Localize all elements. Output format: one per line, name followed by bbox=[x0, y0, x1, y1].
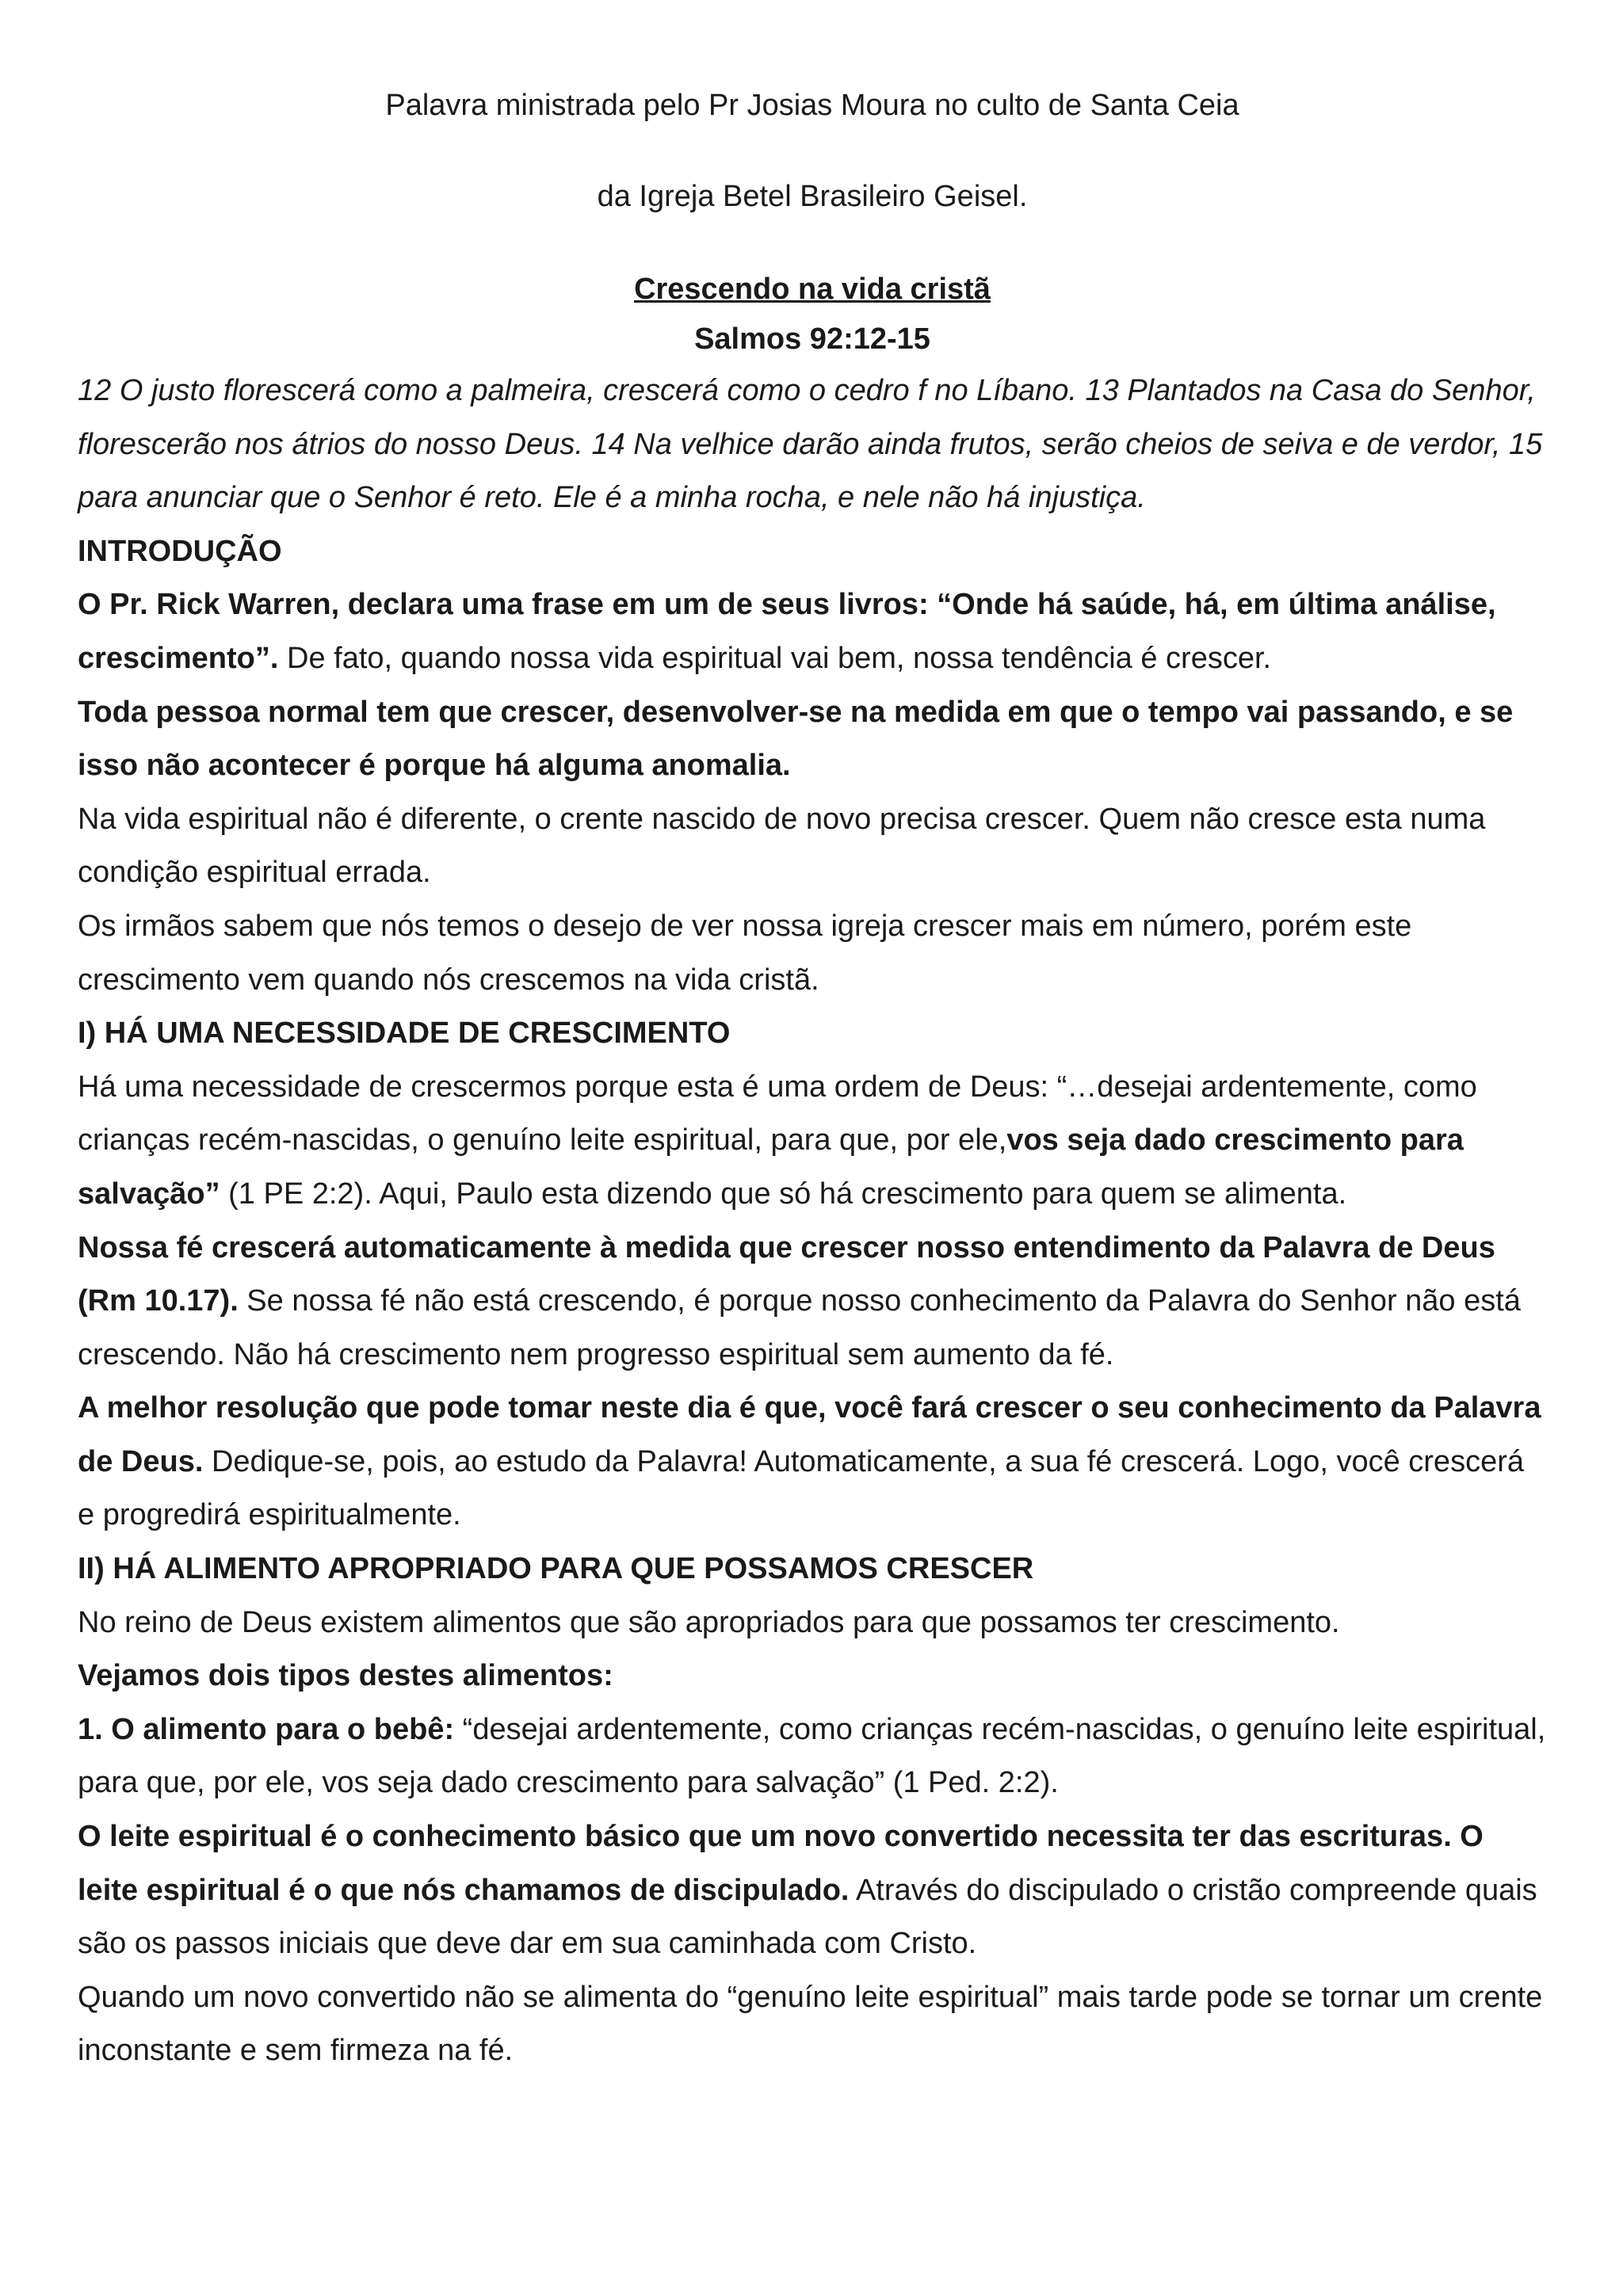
intro-heading: INTRODUÇÃO bbox=[78, 534, 282, 568]
header-line-2: da Igreja Betel Brasileiro Geisel. bbox=[597, 180, 1028, 213]
section1-p1-bold: vos seja dado crescimento para salvação” bbox=[78, 1123, 1464, 1211]
section-1-heading: I) HÁ UMA NECESSIDADE DE CRESCIMENTO bbox=[78, 1016, 731, 1051]
header-line-1: Palavra ministrada pelo Pr Josias Moura no culto de Santa Ceia bbox=[385, 89, 1239, 122]
scripture-reference: Salmos 92:12-15 bbox=[694, 322, 930, 356]
intro-p1-rest: De fato, quando nossa vida espiritual vai bem, nossa tendência é crescer. bbox=[278, 641, 1272, 675]
intro-paragraph-4: Os irmãos sabem que nós temos o desejo de ver nossa igreja crescer mais em número, porém este crescimento vem quando nós crescemos na vida cristã. bbox=[78, 909, 1412, 997]
section2-p4-bold: O leite espiritual é o conhecimento básico que um novo convertido necessita ter das escrituras. O leite espiritual é o que nós chamamos de discipulado. bbox=[78, 1820, 1484, 1907]
section2-p3-bold: 1. O alimento para o bebê: bbox=[78, 1712, 455, 1746]
section-2-paragraph-4 bbox=[78, 1810, 1547, 1971]
section1-p1-start: Há uma necessidade de crescermos porque esta é uma ordem de Deus: “…desejai ardentemente, como crianças recém-nascidas, o genuíno leite espiritual, para que, por ele, bbox=[78, 1070, 1477, 1158]
section-2-heading: II) HÁ ALIMENTO APROPRIADO PARA QUE POSSAMOS CRESCER bbox=[78, 1552, 1034, 1586]
intro-paragraph-3: Na vida espiritual não é diferente, o crente nascido de novo precisa crescer. Quem não cresce esta numa condição espiritual errada. bbox=[78, 802, 1486, 890]
scripture-verse: 12 O justo florescerá como a palmeira, crescerá como o cedro f no Líbano. 13 Plantados na Casa do Senhor, florescerão nos átrios do nosso Deus. 14 Na velhice darão ainda frutos, serão cheios de seiva e de verdor, 15 para anunciar que o Senhor é reto. Ele é a minha rocha, e nele não há injustiça. bbox=[78, 374, 1543, 515]
section-2-paragraph-3 bbox=[78, 1703, 1547, 1810]
section-1-paragraph-3 bbox=[78, 1382, 1547, 1543]
section1-p2-rest: Se nossa fé não está crescendo, é porque nosso conhecimento da Palavra do Senhor não está crescendo. Não há crescimento nem progresso espiritual sem aumento da fé. bbox=[78, 1284, 1521, 1371]
section-2-paragraph-1: No reino de Deus existem alimentos que são apropriados para que possamos ter crescimento. bbox=[78, 1605, 1340, 1639]
section-2-paragraph-5: Quando um novo convertido não se alimenta do “genuíno leite espiritual” mais tarde pode se tornar um crente inconstante e sem firmeza na fé. bbox=[78, 1980, 1543, 2068]
section1-p3-bold: A melhor resolução que pode tomar neste dia é que, você fará crescer o seu conhecimento da Palavra de Deus. bbox=[78, 1391, 1541, 1478]
section-1-paragraph-2 bbox=[78, 1222, 1547, 1383]
intro-paragraph-2: Toda pessoa normal tem que crescer, desenvolver-se na medida em que o tempo vai passando, e se isso não acontecer é porque há alguma anomalia. bbox=[78, 695, 1514, 783]
intro-p1-bold: O Pr. Rick Warren, declara uma frase em um de seus livros: “Onde há saúde, há, em última análise, crescimento”. bbox=[78, 588, 1496, 675]
section-1-paragraph-1 bbox=[78, 1061, 1547, 1222]
sermon-title: Crescendo na vida cristã bbox=[634, 273, 991, 306]
intro-paragraph-1 bbox=[78, 578, 1547, 685]
section1-p3-rest: Dedique-se, pois, ao estudo da Palavra! Automaticamente, a sua fé crescerá. Logo, você crescerá e progredirá espiritualmente. bbox=[78, 1444, 1524, 1532]
section1-p1-end: (1 PE 2:2). Aqui, Paulo esta dizendo que só há crescimento para quem se alimenta. bbox=[220, 1177, 1347, 1211]
section1-p2-bold: Nossa fé crescerá automaticamente à medida que crescer nosso entendimento da Palavra de Deus (Rm 10.17). bbox=[78, 1230, 1495, 1318]
section-2-paragraph-2: Vejamos dois tipos destes alimentos: bbox=[78, 1659, 613, 1693]
section2-p4-rest: Através do discipulado o cristão compreende quais são os passos iniciais que deve dar em sua caminhada com Cristo. bbox=[78, 1873, 1537, 1961]
section2-p3-rest: “desejai ardentemente, como crianças recém-nascidas, o genuíno leite espiritual, para que, por ele, vos seja dado crescimento para salvação” (1 Ped. 2:2). bbox=[78, 1712, 1546, 1800]
